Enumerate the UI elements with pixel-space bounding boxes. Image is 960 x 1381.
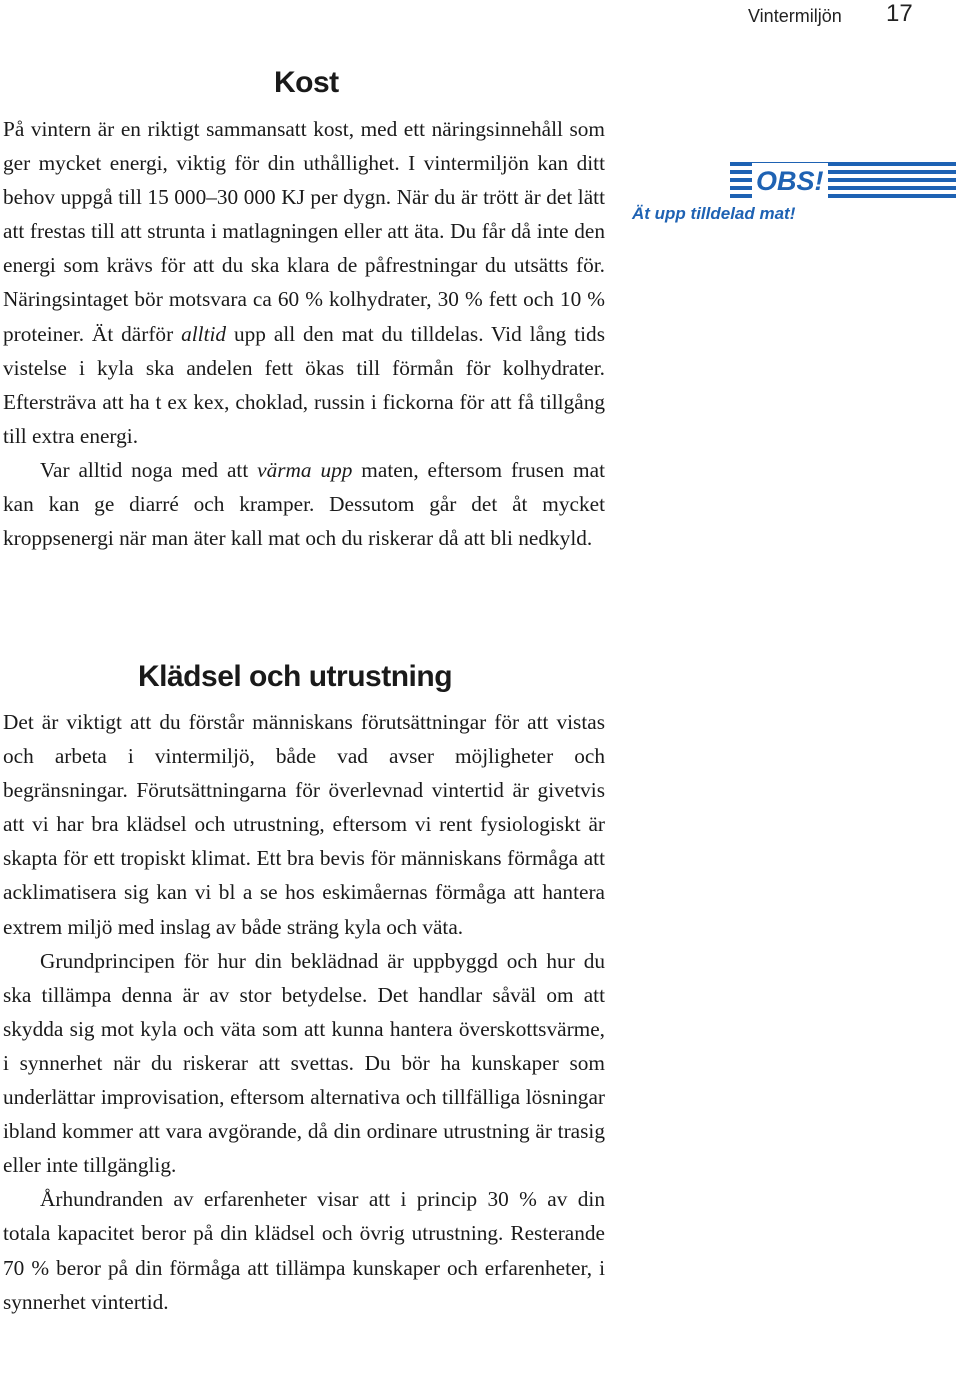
obs-label: OBS! bbox=[752, 163, 828, 199]
kost-paragraph-1 bbox=[3, 112, 605, 453]
emphasis: alltid bbox=[181, 321, 227, 346]
section-title-kost: Kost bbox=[274, 66, 339, 99]
text-run: maten, eftersom frusen mat kan kan ge diarré och kramper. Dessutom går det åt mycket kroppsenergi när man äter kall mat och du riskerar då att bli nedkyld. bbox=[3, 457, 605, 551]
text-run: Var alltid noga med att bbox=[40, 457, 258, 482]
text-run: På vintern är en riktigt sammansatt kost, med ett näringsinnehåll som ger mycket energi, viktig för din uthållighet. I vintermiljön kan ditt behov uppgå till 15 000–30 000 KJ per dygn. När du är trött är det lätt att frestas till att strunta i matlagningen eller att äta. Du får då inte den energi som krävs för att du ska klara de påfrestningar du utsätts för. Näringsintaget bör motsvara ca 60 % kolhydrater, 30 % fett och 10 % proteiner. Ät därför bbox=[3, 117, 605, 346]
text-run: upp all den mat du tilldelas. Vid lång tids vistelse i kyla ska andelen fett ökas till förmån för kolhydrater. Eftersträva att ha t ex kex, choklad, russin i fickorna för att få tillgång till extra energi. bbox=[3, 321, 605, 448]
kost-body bbox=[3, 112, 605, 555]
running-head: Vintermiljön bbox=[748, 6, 842, 26]
section-title-kladsel: Klädsel och utrustning bbox=[138, 660, 453, 693]
kladsel-paragraph-2: Grundprincipen för hur din beklädnad är uppbyggd och hur du ska tillämpa denna är av stor betydelse. Det handlar såväl om att skydda sig mot kyla och väta som att kunna hantera överskottsvärme, i synnerhet när du riskerar att svettas. Du bör ha kunskaper som underlättar improvisation, eftersom alternativa och tillfälliga lösningar ibland kommer att vara avgörande, då din ordinare utrustning är trasig eller inte tillgänglig. bbox=[3, 948, 605, 1178]
emphasis: värma upp bbox=[257, 457, 353, 482]
page-header bbox=[0, 0, 960, 30]
kladsel-paragraph-3: Århundranden av erfarenheter visar att i princip 30 % av din totala kapacitet beror på din klädsel och övrig utrustning. Resterande 70 % beror på din förmåga att tillämpa kunskaper och erfarenheter, i synnerhet vintertid. bbox=[3, 1187, 605, 1314]
kladsel-body bbox=[3, 705, 605, 1319]
obs-text: Ät upp tilldelad mat! bbox=[632, 204, 796, 223]
kost-paragraph-2 bbox=[3, 453, 605, 555]
kladsel-paragraph-1: Det är viktigt att du förstår människans förutsättningar för att vistas och arbeta i vintermiljö, både vad avser möjligheter och begränsningar. Förutsättningarna för överlevnad vintertid är givetvis att vi har bra klädsel och utrustning, eftersom vi rent fysiologiskt är skapta för ett tropiskt klimat. Ett bra bevis för människans förmåga att acklimatisera sig kan vi bl a se hos eskimåernas förmåga att hantera extrem miljö med inslag av både sträng kyla och väta. bbox=[3, 710, 605, 939]
page-number: 17 bbox=[886, 0, 913, 27]
obs-callout bbox=[630, 160, 956, 230]
